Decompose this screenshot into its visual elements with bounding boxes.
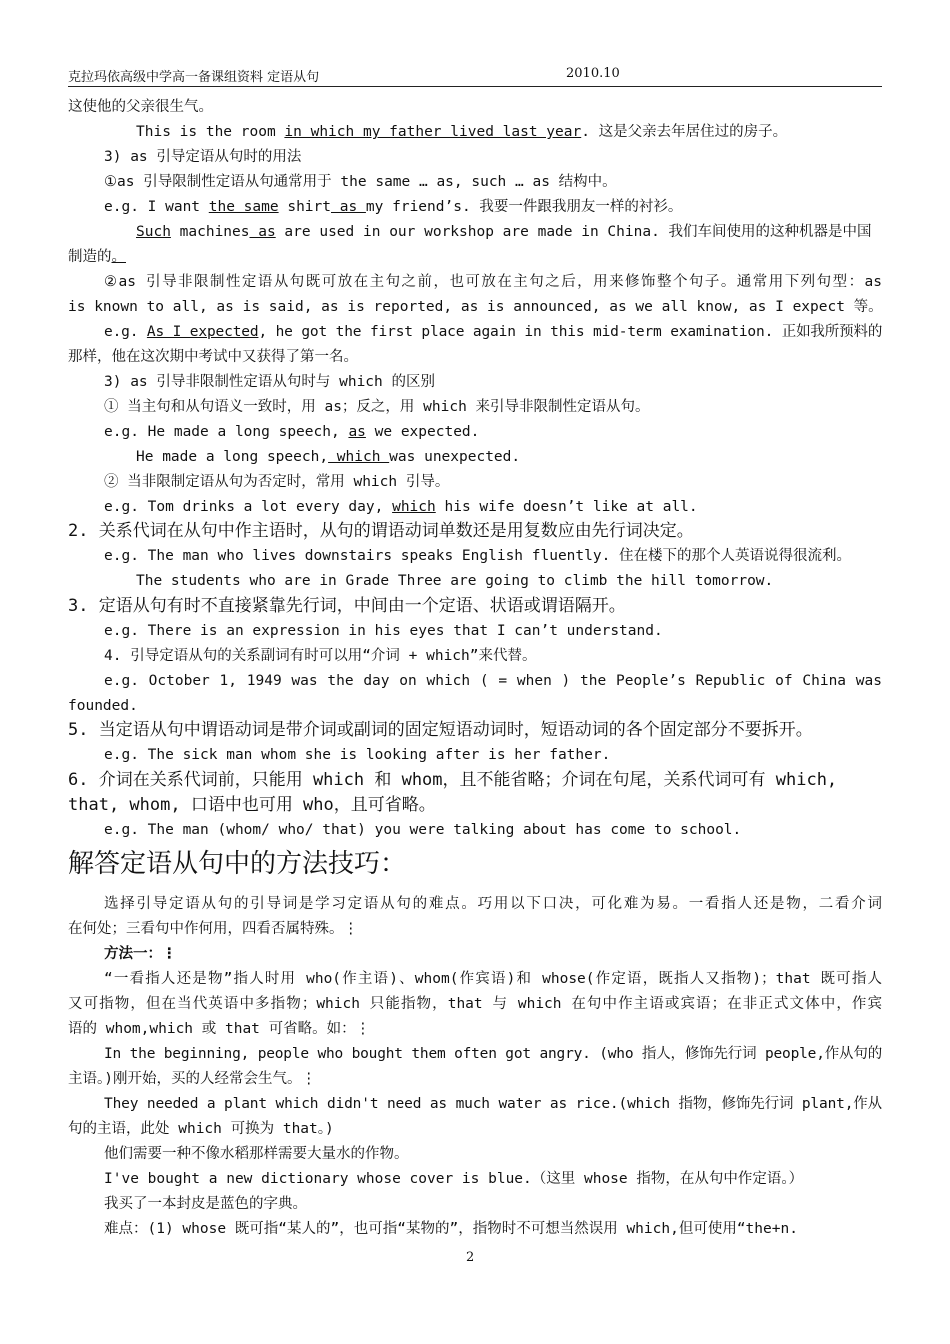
text-line: 又可指物，但在当代英语中多指物；which 只能指物，that 与 which 在句中作主语或宾语；在非正式文体中，作宾 xyxy=(68,996,882,1012)
header-date: 2010.10 xyxy=(566,66,620,81)
underlined-phrase: Such xyxy=(136,224,171,240)
numbered-rule: 6. 介词在关系代词前，只能用 which 和 whom，且不能省略；介词在句尾，关系代词可有 which, xyxy=(68,770,838,790)
underlined-phrase: in which my father lived last year xyxy=(284,124,582,140)
example-line: e.g. Tom drinks a lot every day, which his wife doesn’t like at all. xyxy=(104,499,698,515)
header-rule xyxy=(68,86,882,87)
text-line: 句的主语，此处 which 可换为 that。) xyxy=(68,1121,334,1137)
text-line: 这使他的父亲很生气。 xyxy=(68,99,213,115)
numbered-rule: 5. 当定语从句中谓语动词是带介词或副词的固定短语动词时，短语动词的各个固定部分不要拆开。 xyxy=(68,720,813,740)
example-line: e.g. The man (whom/ who/ that) you were talking about has come to school. xyxy=(104,822,742,838)
example-line: This is the room in which my father lived last year. 这是父亲去年居住过的房子。 xyxy=(136,124,788,140)
numbered-rule: 3. 定语从句有时不直接紧靠先行词，中间由一个定语、状语或谓语隔开。 xyxy=(68,596,626,616)
example-line: e.g. October 1, 1949 was the day on which ( = when ) the People’s Republic of China was xyxy=(104,673,882,689)
text-line: ①as 引导限制性定语从句通常用于 the same … as, such … as 结构中。 xyxy=(104,174,617,190)
numbered-rule: 2. 关系代词在从句中作主语时，从句的谓语动词单数还是用复数应由先行词决定。 xyxy=(68,521,694,541)
text-line: is known to all, as is said, as is reported, as is announced, as we all know, as I expect 等。 xyxy=(68,299,883,315)
page-number: 2 xyxy=(466,1250,475,1265)
text-line: ②as 引导非限制性定语从句既可放在主句之前，也可放在主句之后，用来修饰整个句子。通常用下列句型：as xyxy=(104,274,882,290)
text-line: “一看指人还是物”指人时用 who(作主语)、whom(作宾语)和 whose(作定语，既指人又指物)；that 既可指人 xyxy=(104,971,882,987)
example-line-cont: founded. xyxy=(68,698,138,714)
example-line: I've bought a new dictionary whose cover is blue.（这里 whose 指物，在从句中作定语。） xyxy=(104,1171,804,1187)
underlined-phrase: which xyxy=(392,499,436,515)
text-line: 在何处；三看句中作何用，四看否属特殊。⋮ xyxy=(68,921,358,937)
text-line: 那样，他在这次期中考试中又获得了第一名。 xyxy=(68,349,358,365)
subheading-line: 3) as 引导非限制性定语从句时与 which 的区别 xyxy=(104,374,435,390)
underlined-phrase: as xyxy=(348,424,366,440)
text-line: ① 当主句和从句语义一致时，用 as；反之，用 which 来引导非限制性定语从句。 xyxy=(104,399,650,415)
text-line: 他们需要一种不像水稻那样需要大量水的作物。 xyxy=(104,1146,409,1162)
example-line-cont: 制造的。 xyxy=(68,249,126,265)
example-line: e.g. As I expected, he got the first place again in this mid-term examination. 正如我所预料的 xyxy=(104,324,883,340)
section-heading: 解答定语从句中的方法技巧： xyxy=(68,849,407,879)
underlined-phrase: as xyxy=(331,199,366,215)
example-line: e.g. He made a long speech, as we expected. xyxy=(104,424,480,440)
text-line: 难点：(1) whose 既可指“某人的”，也可指“某物的”，指物时不可想当然误用 which,但可使用“the+n. xyxy=(104,1221,798,1237)
example-line: e.g. I want the same shirt as my friend’s. 我要一件跟我朋友一样的衬衫。 xyxy=(104,199,683,215)
header-title: 克拉玛依高级中学高一备课组资料 定语从句 xyxy=(68,70,320,85)
text-line: 主语。)刚开始，买的人经常会生气。⋮ xyxy=(68,1071,316,1087)
numbered-rule: 4. 引导定语从句的关系副词有时可以用“介词 + which”来代替。 xyxy=(104,648,537,664)
text-line: 我买了一本封皮是蓝色的字典。 xyxy=(104,1196,307,1212)
example-line: e.g. There is an expression in his eyes that I can’t understand. xyxy=(104,623,663,639)
text-line: 选择引导定语从句的引导词是学习定语从句的难点。巧用以下口决，可化难为易。一看指人还是物，二看介词 xyxy=(104,896,882,912)
underlined-phrase: which xyxy=(328,449,390,465)
subheading-line: 3) as 引导定语从句时的用法 xyxy=(104,149,302,165)
example-line: e.g. The man who lives downstairs speaks English fluently. 住在楼下的那个人英语说得很流利。 xyxy=(104,548,852,564)
underlined-phrase: the same xyxy=(208,199,279,215)
underlined-phrase: as xyxy=(249,224,276,240)
example-line: In the beginning, people who bought them often got angry. (who 指人，修饰先行词 people,作从句的 xyxy=(104,1046,882,1062)
example-line: The students who are in Grade Three are going to climb the hill tomorrow. xyxy=(136,573,774,589)
method-label: 方法一：⋮ xyxy=(104,946,177,962)
page-header xyxy=(68,66,882,86)
numbered-rule-cont: that, whom, 口语中也可用 who，且可省略。 xyxy=(68,795,436,815)
example-line: Such machines as are used in our workshop are made in China. 我们车间使用的这种机器是中国 xyxy=(136,224,872,240)
text-line: 语的 whom,which 或 that 可省略。如：⋮ xyxy=(68,1021,371,1037)
example-line: He made a long speech, which was unexpected. xyxy=(136,449,521,465)
text-line: ② 当非限制定语从句为否定时，常用 which 引导。 xyxy=(104,474,450,490)
example-line: They needed a plant which didn't need as much water as rice.(which 指物，修饰先行词 plant,作从 xyxy=(104,1096,883,1112)
underlined-phrase: As I expected xyxy=(146,324,259,340)
example-line: e.g. The sick man whom she is looking after is her father. xyxy=(104,747,611,763)
